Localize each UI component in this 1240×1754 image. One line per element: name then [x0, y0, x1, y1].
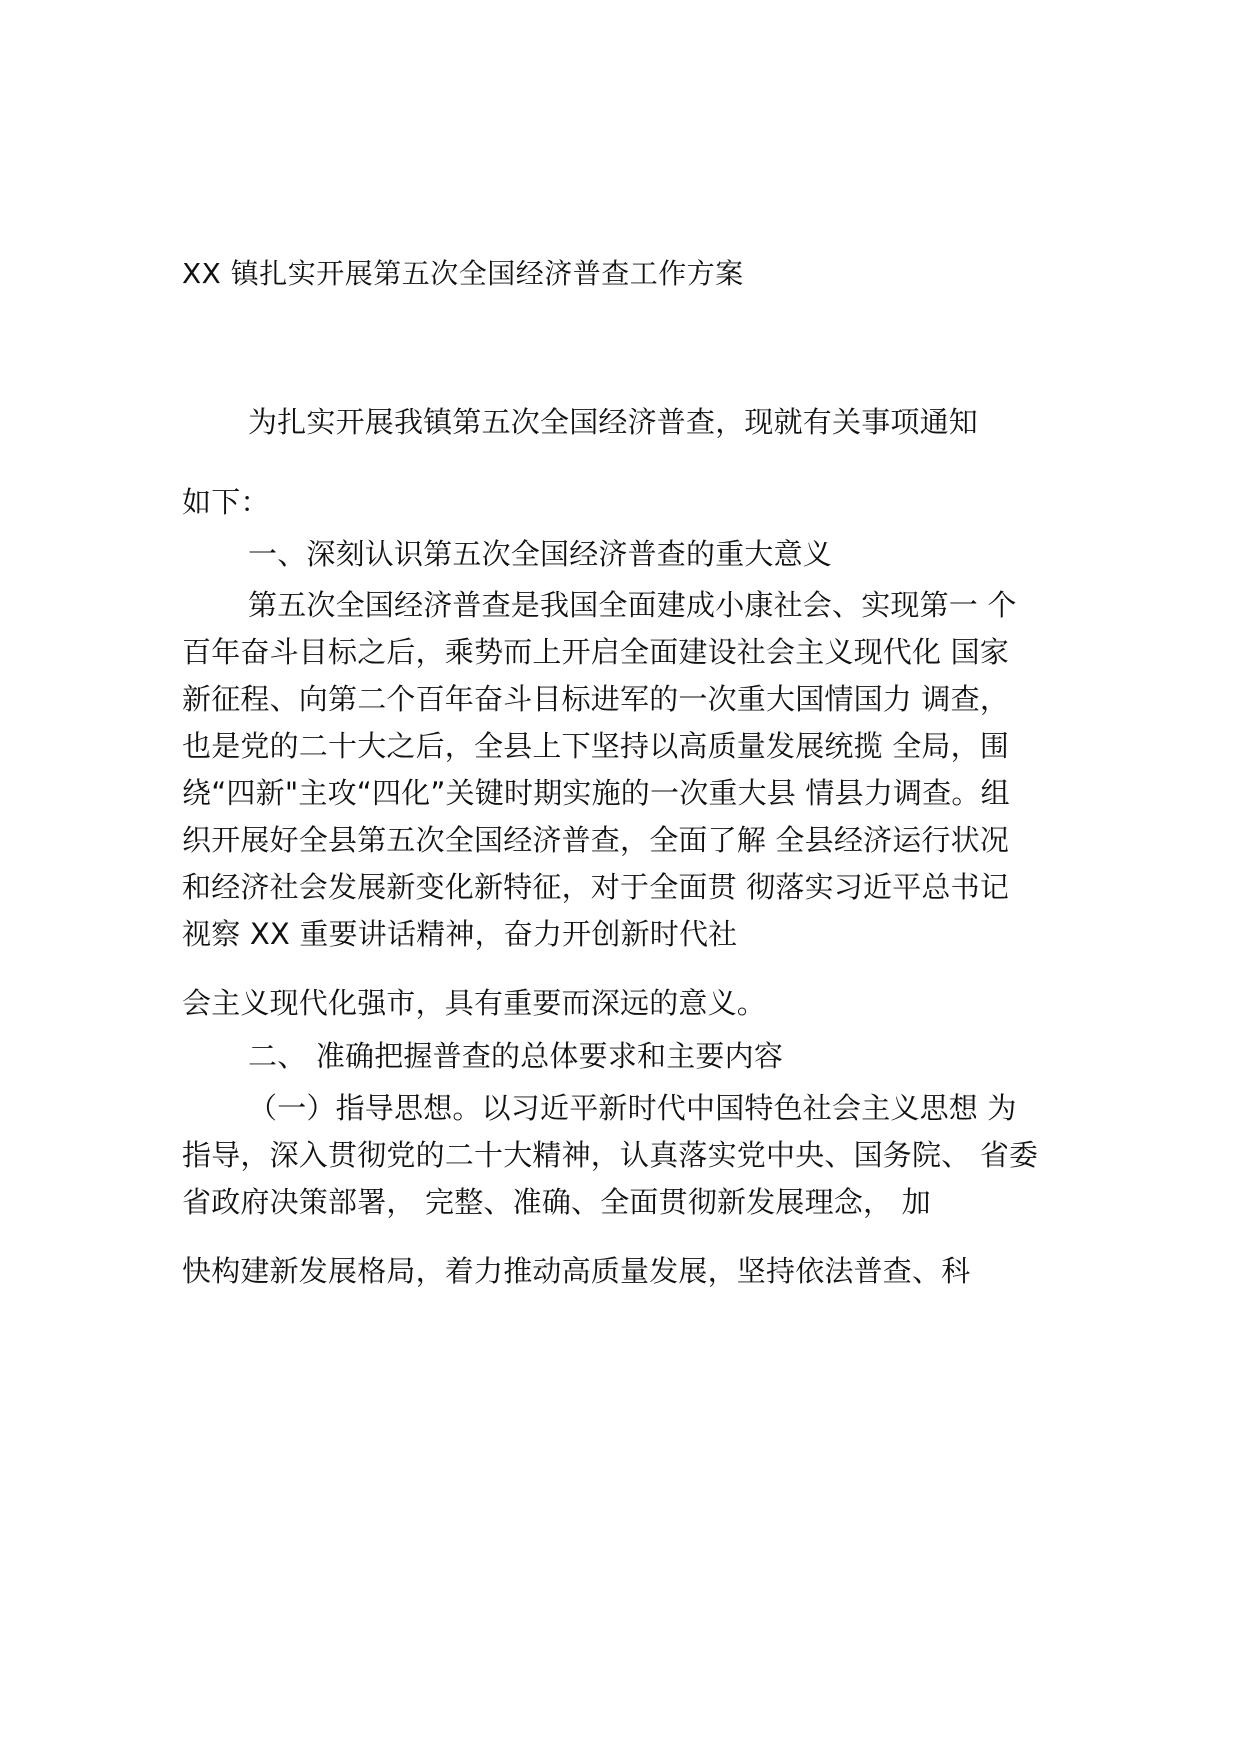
section-heading-2: 二、 准确把握普查的总体要求和主要内容	[248, 1039, 784, 1073]
paragraph-line: 绕“四新"主攻“四化”关键时期实施的一次重大县 情县力调查。组	[182, 776, 1010, 810]
paragraph-line: 百年奋斗目标之后，乘势而上开启全面建设社会主义现代化 国家	[182, 635, 1010, 669]
paragraph-line: 新征程、向第二个百年奋斗目标进军的一次重大国情国力 调查，	[182, 682, 1010, 716]
paragraph-line: 和经济社会发展新变化新特征，对于全面贯 彻落实习近平总书记	[182, 870, 1010, 904]
paragraph-line: 省政府决策部署， 完整、准确、全面贯彻新发展理念， 加	[182, 1185, 931, 1219]
document-title: XX 镇扎实开展第五次全国经济普查工作方案	[182, 257, 744, 290]
paragraph-line: 会主义现代化强市，具有重要而深远的意义。	[182, 986, 767, 1020]
paragraph-line: 视察 XX 重要讲话精神，奋力开创新时代社	[182, 917, 738, 951]
paragraph-line: 织开展好全县第五次全国经济普查，全面了解 全县经济运行状况	[182, 823, 1010, 857]
paragraph-line: 第五次全国经济普查是我国全面建成小康社会、实现第一 个	[248, 588, 1017, 622]
section-heading-1: 一、深刻认识第五次全国经济普查的重大意义	[248, 537, 833, 571]
paragraph-line: （一）指导思想。以习近平新时代中国特色社会主义思想 为	[248, 1091, 1017, 1125]
paragraph-line: 快构建新发展格局，着力推动高质量发展，坚持依法普查、科	[182, 1254, 971, 1288]
paragraph-line: 如下：	[182, 485, 270, 519]
paragraph-line: 也是党的二十大之后，全县上下坚持以高质量发展统揽 全局，围	[182, 729, 1010, 763]
paragraph-line: 指导，深入贯彻党的二十大精神，认真落实党中央、国务院、 省委	[182, 1138, 1039, 1172]
paragraph-line: 为扎实开展我镇第五次全国经济普查，现就有关事项通知	[248, 405, 979, 439]
